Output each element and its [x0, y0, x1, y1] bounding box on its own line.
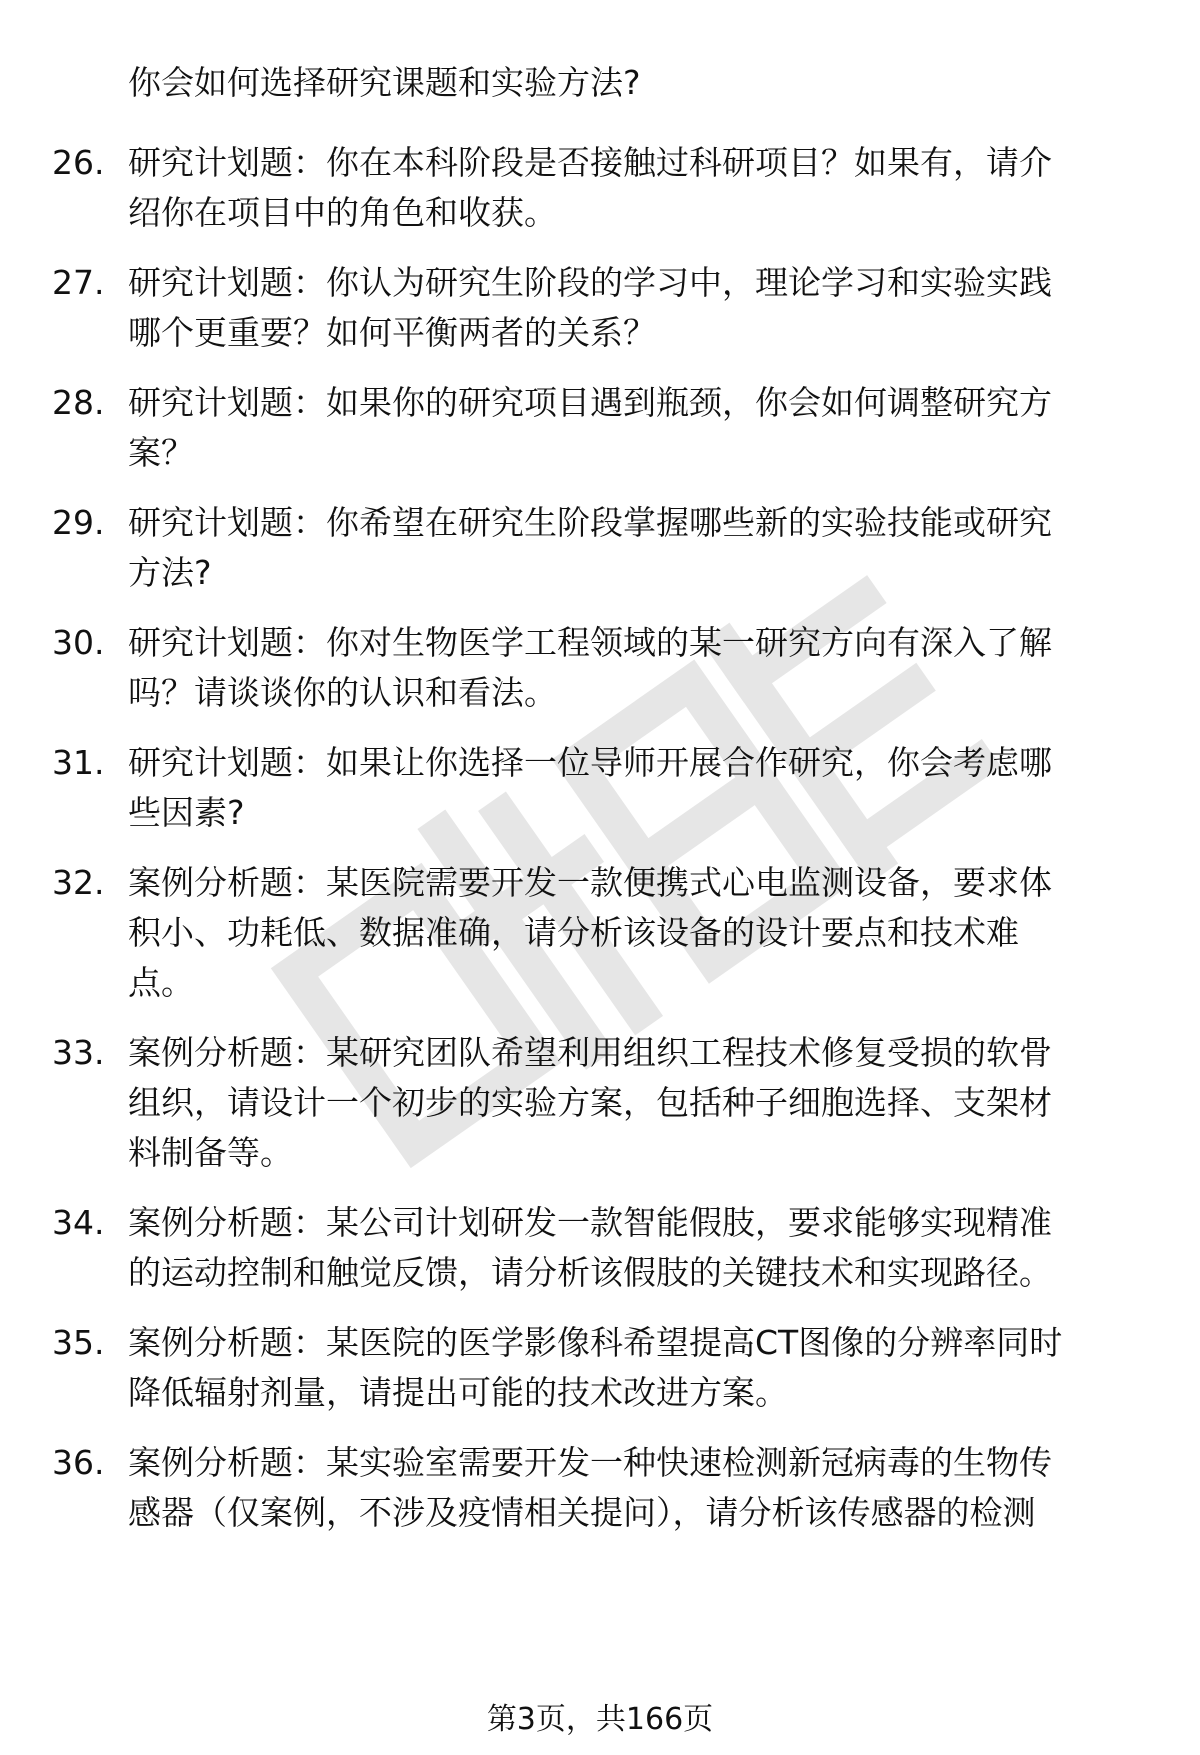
question-text-line: 吗？请谈谈你的认识和看法。	[128, 673, 557, 712]
question-text-line: 研究计划题：你对生物医学工程领域的某一研究方向有深入了解	[128, 623, 1052, 662]
question-number: 31.	[52, 743, 105, 782]
question-number: 30.	[52, 623, 105, 662]
question-text-line: 案例分析题：某医院需要开发一款便携式心电监测设备，要求体	[128, 863, 1052, 902]
question-number: 36.	[52, 1443, 105, 1482]
question-number: 33.	[52, 1033, 105, 1072]
question-text-line: 积小、功耗低、数据准确，请分析该设备的设计要点和技术难	[128, 913, 1019, 952]
question-number: 27.	[52, 263, 105, 302]
continuation-line: 你会如何选择研究课题和实验方法?	[128, 63, 641, 102]
question-number: 26.	[52, 143, 105, 182]
question-text-line: 方法?	[128, 553, 212, 592]
question-text	[128, 618, 1148, 718]
question-text-line: 的运动控制和触觉反馈，请分析该假肢的关键技术和实现路径。	[128, 1253, 1052, 1292]
question-text-line: 案？	[128, 433, 194, 472]
question-text-line: 案例分析题：某医院的医学影像科希望提高CT图像的分辨率同时	[128, 1323, 1063, 1362]
question-text-line: 研究计划题：你希望在研究生阶段掌握哪些新的实验技能或研究	[128, 503, 1052, 542]
question-text	[128, 138, 1148, 238]
question-text-line: 研究计划题：你认为研究生阶段的学习中，理论学习和实验实践	[128, 263, 1052, 302]
page-footer: 第3页，共166页	[486, 1702, 714, 1737]
question-text	[128, 1028, 1148, 1178]
question-text-line: 绍你在项目中的角色和收获。	[128, 193, 557, 232]
question-text	[128, 258, 1148, 358]
question-text-line: 降低辐射剂量，请提出可能的技术改进方案。	[128, 1373, 788, 1412]
question-text-line: 哪个更重要？如何平衡两者的关系？	[128, 313, 656, 352]
question-text-line: 料制备等。	[128, 1133, 293, 1172]
question-text-line: 研究计划题：如果你的研究项目遇到瓶颈，你会如何调整研究方	[128, 383, 1052, 422]
question-number: 28.	[52, 383, 105, 422]
question-text-line: 组织，请设计一个初步的实验方案，包括种子细胞选择、支架材	[128, 1083, 1052, 1122]
question-text-line: 案例分析题：某研究团队希望利用组织工程技术修复受损的软骨	[128, 1033, 1052, 1072]
question-number: 29.	[52, 503, 105, 542]
question-number: 32.	[52, 863, 105, 902]
question-text	[128, 1318, 1148, 1418]
question-text-line: 研究计划题：你在本科阶段是否接触过科研项目？如果有，请介	[128, 143, 1052, 182]
question-text	[128, 858, 1148, 1008]
question-text-line: 研究计划题：如果让你选择一位导师开展合作研究，你会考虑哪	[128, 743, 1052, 782]
question-text	[128, 738, 1148, 838]
question-text	[128, 1438, 1148, 1538]
question-number: 35.	[52, 1323, 105, 1362]
question-number: 34.	[52, 1203, 105, 1242]
question-text-line: 案例分析题：某公司计划研发一款智能假肢，要求能够实现精准	[128, 1203, 1052, 1242]
question-text-line: 案例分析题：某实验室需要开发一种快速检测新冠病毒的生物传	[128, 1443, 1052, 1482]
question-text	[128, 498, 1148, 598]
question-text	[128, 1198, 1148, 1298]
question-text-line: 点。	[128, 963, 194, 1002]
question-text-line: 些因素?	[128, 793, 245, 832]
question-text	[128, 378, 1148, 478]
question-text-line: 感器（仅案例，不涉及疫情相关提问），请分析该传感器的检测	[128, 1493, 1036, 1532]
